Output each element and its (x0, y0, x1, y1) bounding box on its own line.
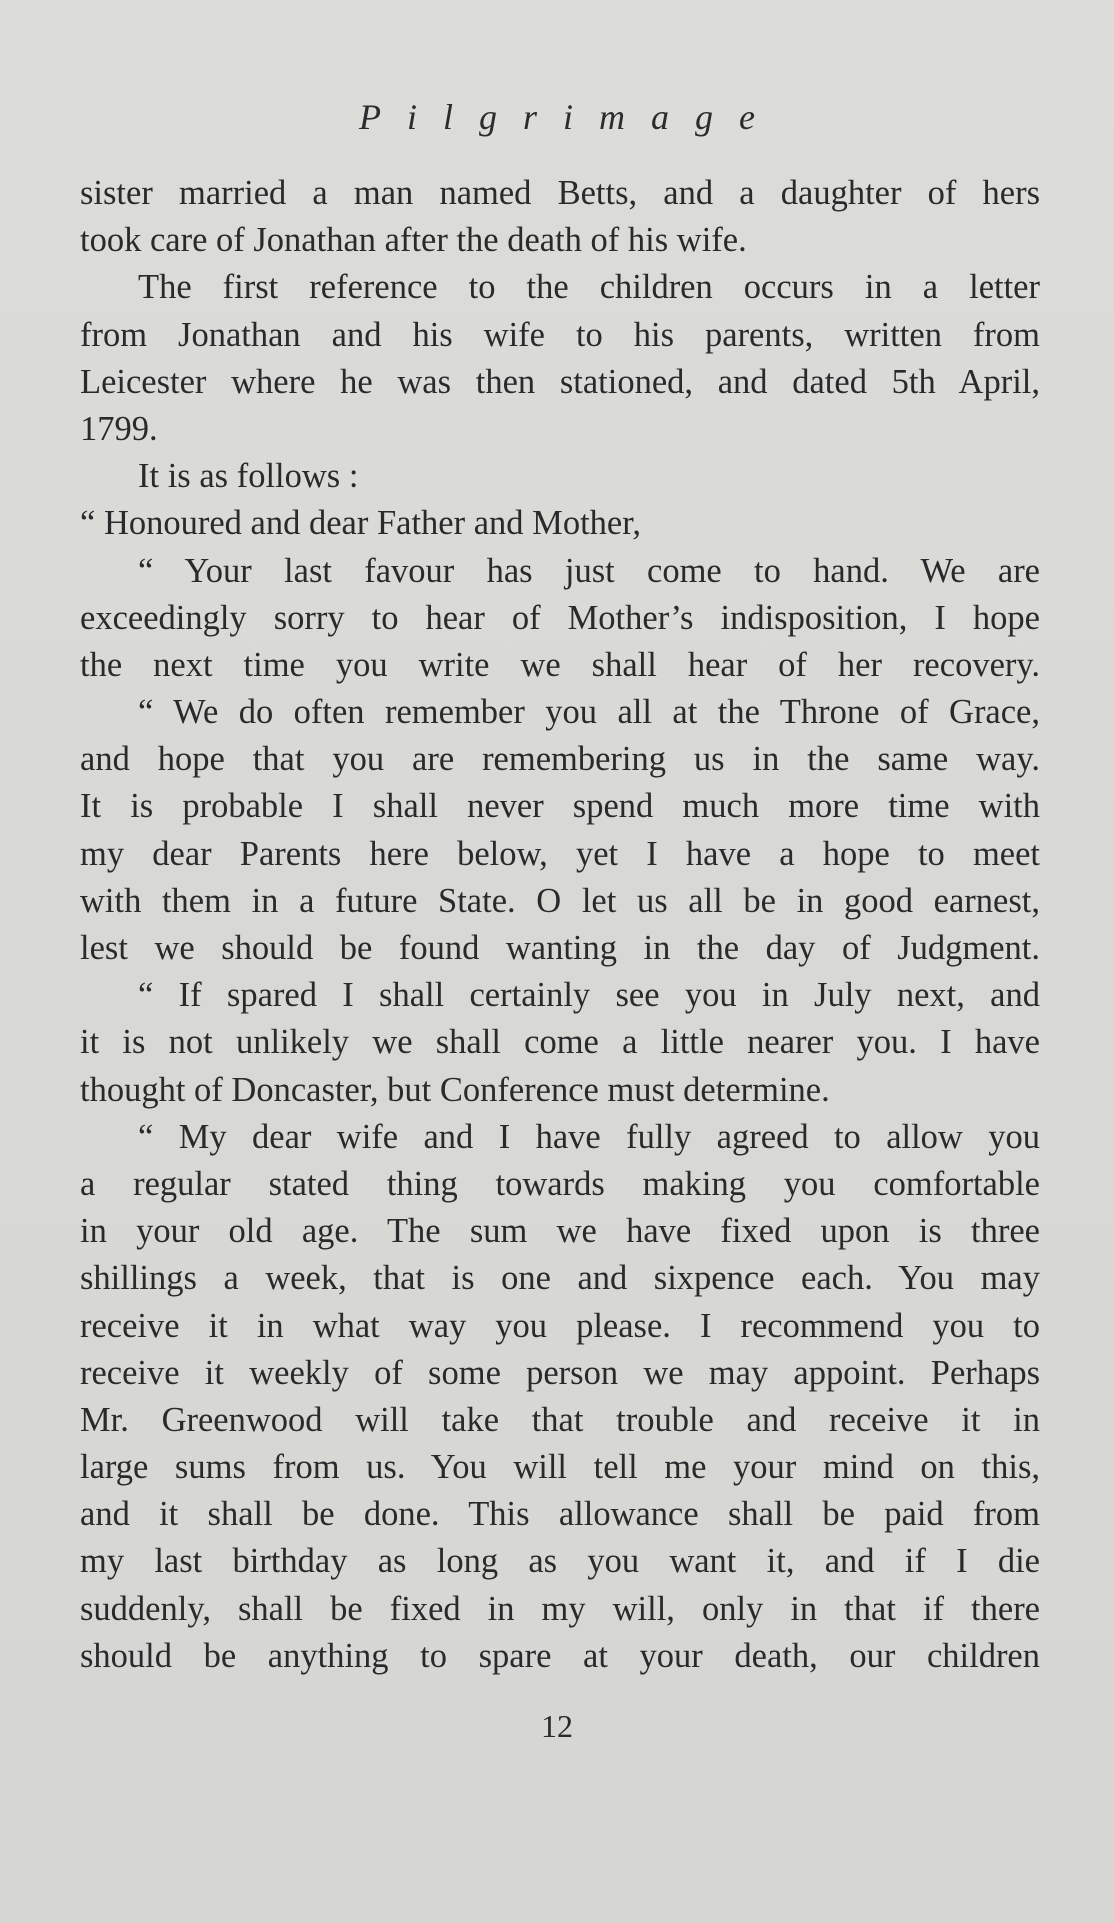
text-line: it is not unlikely we shall come a little nearer you. I have (80, 1023, 1040, 1062)
text-line: a regular stated thing towards making you comfortable (80, 1164, 1040, 1203)
text-line: exceedingly sorry to hear of Mother’s indisposition, I hope (80, 598, 1040, 637)
text-line: “ We do often remember you all at the Throne of Grace, (138, 693, 1040, 732)
text-line: from Jonathan and his wife to his parents, written from (80, 315, 1040, 354)
text-line: lest we should be found wanting in the day of Judgment. (80, 929, 1040, 967)
text-line: It is probable I shall never spend much more time with (80, 787, 1040, 826)
text-line: receive it in what way you please. I recommend you to (80, 1306, 1040, 1345)
text-line: Mr. Greenwood will take that trouble and receive it in (80, 1400, 1040, 1439)
text-line: large sums from us. You will tell me your mind on this, (80, 1448, 1040, 1487)
text-line: “ Your last favour has just come to hand. We are (138, 551, 1040, 590)
running-head: Pilgrimage (359, 97, 781, 137)
text-line: in your old age. The sum we have fixed upon is three (80, 1212, 1040, 1251)
text-line: 1799. (80, 409, 158, 448)
text-line: and hope that you are remembering us in the same way. (80, 740, 1040, 779)
text-line: sister married a man named Betts, and a daughter of hers (80, 174, 1040, 212)
page-number: 12 (541, 1708, 573, 1744)
text-line: shillings a week, that is one and sixpence each. You may (80, 1259, 1040, 1298)
text-line: It is as follows : (138, 457, 359, 496)
text-line: the next time you write we shall hear of her recovery. (80, 645, 1040, 684)
text-line: thought of Doncaster, but Conference must determine. (80, 1070, 830, 1109)
text-line: “ My dear wife and I have fully agreed to allow you (138, 1117, 1040, 1156)
text-line: should be anything to spare at your death, our children (80, 1636, 1040, 1675)
text-line: receive it weekly of some person we may appoint. Perhaps (80, 1353, 1040, 1392)
text-line: Leicester where he was then stationed, and dated 5th April, (80, 362, 1040, 401)
text-line: suddenly, shall be fixed in my will, only in that if there (80, 1589, 1040, 1628)
text-line: and it shall be done. This allowance shall be paid from (80, 1495, 1040, 1534)
text-line: with them in a future State. O let us all be in good earnest, (80, 881, 1040, 920)
text-line: took care of Jonathan after the death of his wife. (80, 221, 747, 260)
text-line: my dear Parents here below, yet I have a hope to meet (80, 834, 1040, 873)
text-line: “ If spared I shall certainly see you in July next, and (138, 976, 1040, 1015)
text-line: “ Honoured and dear Father and Mother, (80, 504, 641, 543)
text-line: The first reference to the children occurs in a letter (138, 268, 1040, 307)
text-line: my last birthday as long as you want it, and if I die (80, 1542, 1040, 1581)
body-text (80, 170, 1040, 1680)
